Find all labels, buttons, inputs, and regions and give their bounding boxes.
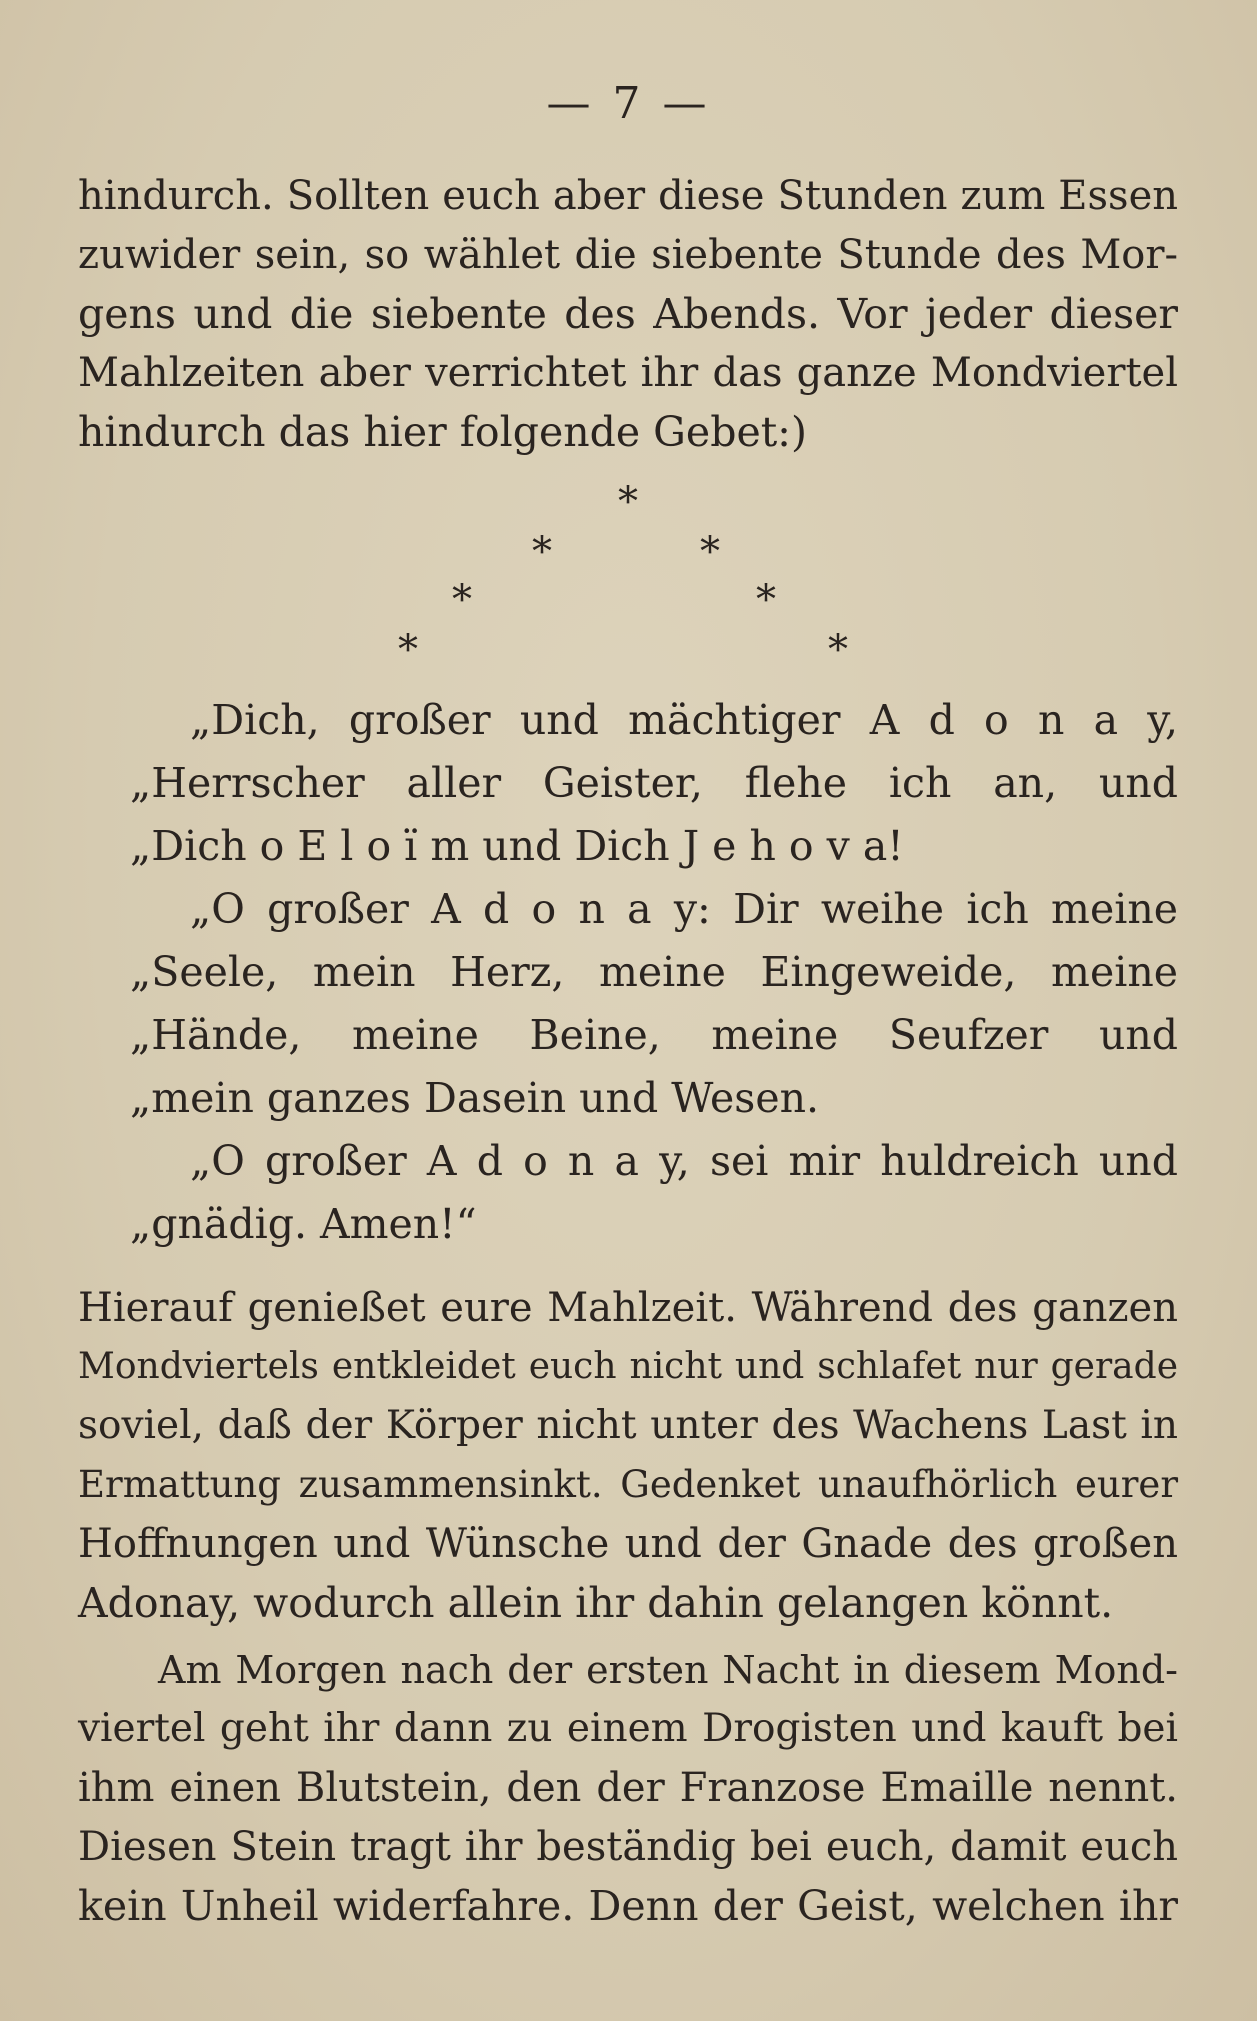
text-line: Am Morgen nach der ersten Nacht in diesem Mond- [158, 1648, 1178, 1692]
text-line: Diesen Stein tragt ihr beständig bei euch, damit euch [78, 1824, 1178, 1870]
prayer-line: „Seele, mein Herz, meine Eingeweide, meine [130, 948, 1178, 996]
prayer-line: „Hände, meine Beine, meine Seufzer und [130, 1011, 1178, 1059]
prayer-line: „Dich, großer und mächtiger A d o n a y, [190, 696, 1178, 744]
asterisk-glyph: * [398, 627, 418, 673]
asterisk-glyph: * [756, 577, 776, 623]
prayer-line: „O großer A d o n a y: Dir weihe ich meine [190, 885, 1178, 933]
text-line: kein Unheil widerfahre. Denn der Geist, welchen ihr [78, 1882, 1178, 1930]
text-line: Adonay, wodurch allein ihr dahin gelangen könnt. [78, 1579, 1114, 1627]
asterisk-glyph: * [700, 529, 720, 575]
text-line: ihm einen Blutstein, den der Franzose Emaille nennt. [78, 1765, 1178, 1811]
prayer-line: „O großer A d o n a y, sei mir huldreich und [190, 1137, 1178, 1185]
page-number: — 7 — [546, 78, 711, 129]
text-line: Ermattung zusammensinkt. Gedenket unaufhörlich eurer [78, 1463, 1178, 1506]
asterisk-glyph: * [532, 529, 552, 575]
text-line: soviel, daß der Körper nicht unter des Wachens Last in [78, 1403, 1178, 1448]
prayer-line: „gnädig. Amen!“ [130, 1200, 477, 1248]
text-line: Mondviertels entkleidet euch nicht und schlafet nur gerade [78, 1346, 1178, 1387]
asterisk-glyph: * [828, 627, 848, 673]
text-line: hindurch. Sollten euch aber diese Stunden zum Essen [78, 173, 1178, 219]
text-line: gens und die siebente des Abends. Vor jeder dieser [78, 290, 1178, 338]
prayer-line: „Herrscher aller Geister, flehe ich an, und [130, 759, 1178, 807]
prayer-line: „Dich o E l o ï m und Dich J e h o v a! [130, 822, 904, 870]
text-line: hindurch das hier folgende Gebet:) [78, 408, 807, 456]
text-line: zuwider sein, so wählet die siebente Stunde des Mor- [78, 232, 1178, 278]
asterisk-glyph: * [618, 479, 638, 525]
text-line: viertel geht ihr dann zu einem Drogisten und kauft bei [78, 1706, 1178, 1751]
text-line: Mahlzeiten aber verrichtet ihr das ganze Mondviertel [78, 350, 1178, 396]
text-line: Hierauf genießet eure Mahlzeit. Während des ganzen [78, 1285, 1178, 1331]
asterisk-glyph: * [452, 577, 472, 623]
prayer-line: „mein ganzes Dasein und Wesen. [130, 1074, 820, 1122]
text-line: Hoffnungen und Wünsche und der Gnade des großen [78, 1521, 1178, 1567]
